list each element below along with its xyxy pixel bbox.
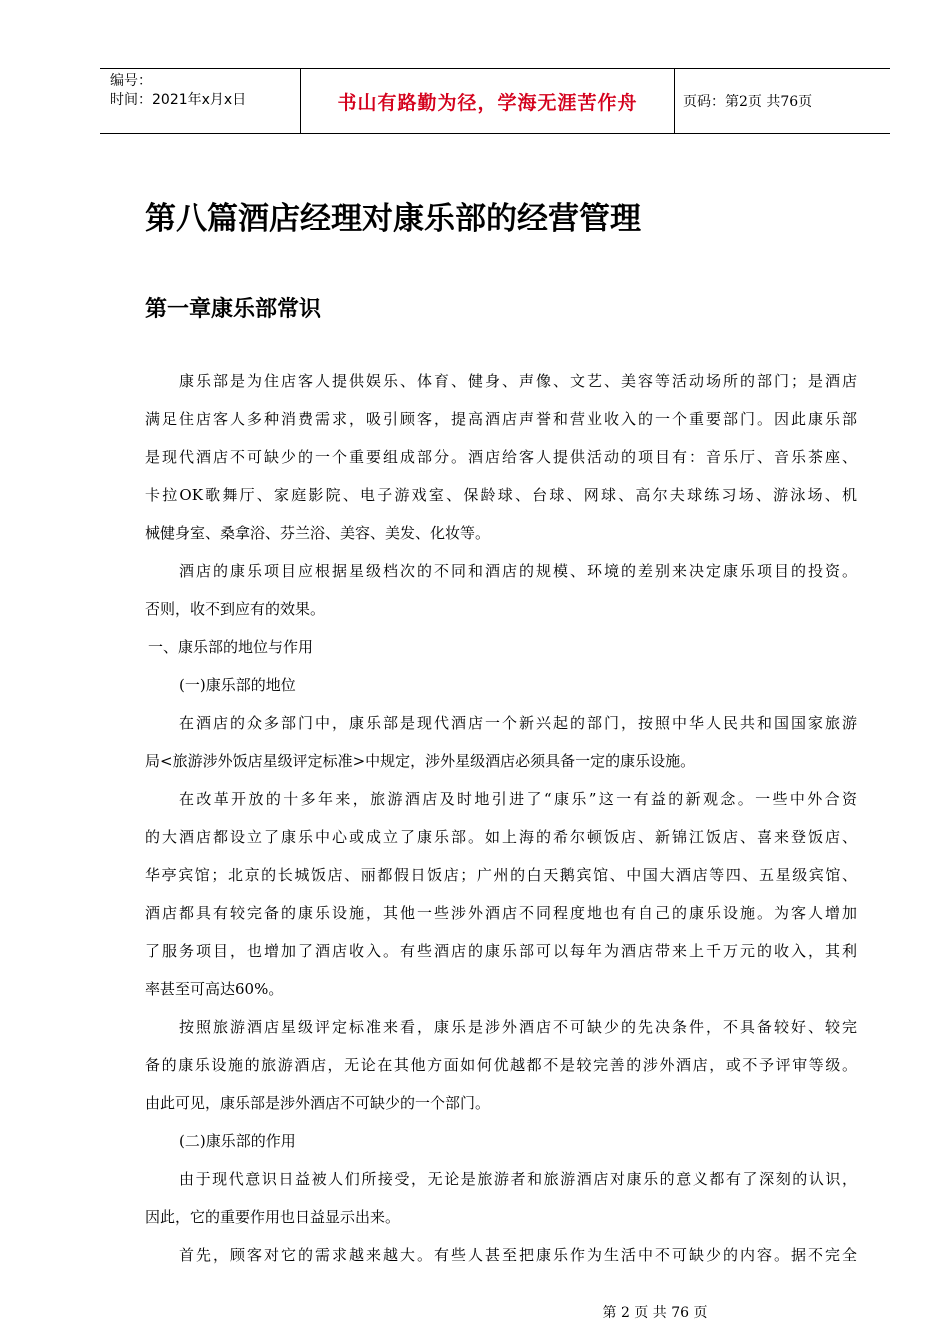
text-line: 了服务项目，也增加了酒店收入。有些酒店的康乐部可以每年为酒店带来上千万元的收入，其利: [145, 942, 857, 960]
text-line: 备的康乐设施的旅游酒店，无论在其他方面如何优越都不是较完善的涉外酒店，或不予评审等级。: [145, 1056, 857, 1074]
document-title: 第八篇酒店经理对康乐部的经营管理: [145, 201, 641, 237]
text-line: 酒店都具有较完备的康乐设施，其他一些涉外酒店不同程度地也有自己的康乐设施。为客人增加: [145, 904, 857, 922]
text-line: 首先，顾客对它的需求越来越大。有些人甚至把康乐作为生活中不可缺少的内容。据不完全: [179, 1246, 857, 1264]
text-line: 械健身室、桑拿浴、芬兰浴、美容、美发、化妆等。: [145, 524, 491, 542]
body-text: [145, 362, 857, 1274]
text-line: 在改革开放的十多年来，旅游酒店及时地引进了“康乐”这一有益的新观念。一些中外合资: [179, 790, 857, 808]
text-line: 否则，收不到应有的效果。: [145, 600, 326, 618]
text-line: 满足住店客人多种消费需求，吸引顾客，提高酒店声誉和营业收入的一个重要部门。因此康乐部: [145, 410, 857, 428]
text-line: 的大酒店都设立了康乐中心或成立了康乐部。如上海的希尔顿饭店、新锦江饭店、喜来登饭店、: [145, 828, 857, 846]
header-motto: 书山有路勤为径，学海无涯苦作舟: [301, 69, 675, 133]
page-footer: 第 2 页 共 76 页: [602, 1305, 708, 1321]
header-meta: [100, 69, 301, 133]
time-label: 时间：2021年x月x日: [110, 92, 247, 108]
text-line: 率甚至可高达60%。: [145, 980, 284, 998]
text-line: 是现代酒店不可缺少的一个重要组成部分。酒店给客人提供活动的项目有：音乐厅、音乐茶座、: [145, 448, 857, 466]
text-line: 按照旅游酒店星级评定标准来看，康乐是涉外酒店不可缺少的先决条件，不具备较好、较完: [179, 1018, 857, 1036]
text-line: 卡拉OK歌舞厅、家庭影院、电子游戏室、保龄球、台球、网球、高尔夫球练习场、游泳场、机: [145, 486, 857, 504]
text-line: 在酒店的众多部门中，康乐部是现代酒店一个新兴起的部门，按照中华人民共和国国家旅游: [179, 714, 857, 732]
text-line: 因此，它的重要作用也日益显示出来。: [145, 1208, 401, 1226]
text-line: 局<旅游涉外饭店星级评定标准>中规定，涉外星级酒店必须具备一定的康乐设施。: [145, 752, 696, 770]
chapter-heading: 第一章康乐部常识: [145, 297, 322, 322]
text-line: 由此可见，康乐部是涉外酒店不可缺少的一个部门。: [145, 1094, 491, 1112]
section-heading: 一、康乐部的地位与作用: [148, 638, 314, 656]
text-line: 由于现代意识日益被人们所接受，无论是旅游者和旅游酒店对康乐的意义都有了深刻的认识，: [179, 1170, 857, 1188]
text-line: 酒店的康乐项目应根据星级档次的不同和酒店的规模、环境的差别来决定康乐项目的投资。: [179, 562, 857, 580]
header-page-info: 页码：第2页 共76页: [683, 94, 813, 110]
number-label: 编号：: [110, 73, 152, 89]
text-line: 康乐部是为住店客人提供娱乐、体育、健身、声像、文艺、美容等活动场所的部门；是酒店: [179, 372, 857, 390]
text-line: 华亭宾馆；北京的长城饭店、丽都假日饭店；广州的白天鹅宾馆、中国大酒店等四、五星级宾馆、: [145, 866, 857, 884]
subsection-heading: (一)康乐部的地位: [179, 676, 296, 694]
subsection-heading: (二)康乐部的作用: [179, 1132, 296, 1150]
page-header: [100, 68, 890, 134]
